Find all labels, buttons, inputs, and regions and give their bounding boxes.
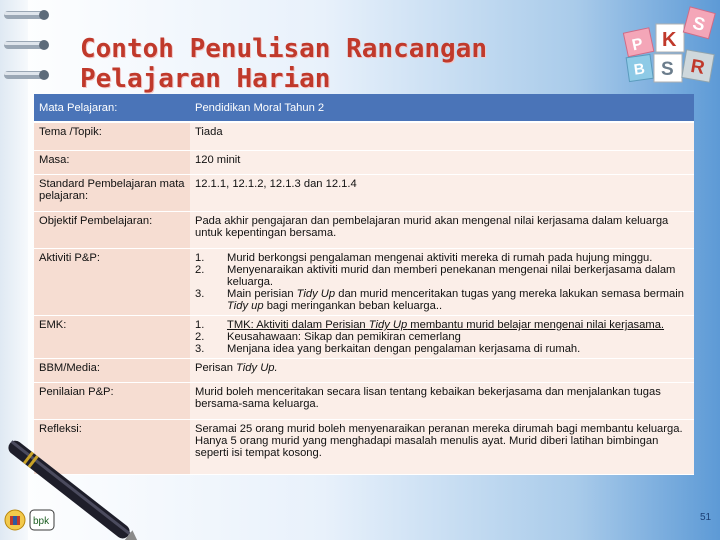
row-label-standard: Standard Pembelajaran mata pelajaran: bbox=[34, 175, 190, 212]
list-item bbox=[195, 264, 689, 288]
row-value-standard: 12.1.1, 12.1.2, 12.1.3 dan 12.1.4 bbox=[190, 175, 694, 212]
table-row bbox=[34, 383, 694, 420]
list-item bbox=[195, 319, 689, 331]
list-item bbox=[195, 331, 689, 343]
table-row bbox=[34, 212, 694, 249]
item-number: 3. bbox=[195, 288, 205, 300]
item-number: 1. bbox=[195, 252, 205, 264]
text-segment: Main perisian bbox=[227, 288, 297, 300]
item-text bbox=[227, 288, 689, 312]
list-item bbox=[195, 343, 689, 355]
row-value-penilaian: Murid boleh menceritakan secara lisan tentang kebaikan bekerjasama dan menjalankan tugas bersama-sama keluarga. bbox=[190, 383, 694, 420]
binder-ring-icon bbox=[4, 38, 50, 52]
page-number: 51 bbox=[700, 512, 712, 523]
list-item bbox=[195, 288, 689, 312]
item-text: Menyenaraikan aktiviti murid dan memberi penekanan mengenai nilai berkerjasama dalam keluarga. bbox=[227, 264, 676, 288]
text-segment: Perisan bbox=[195, 362, 237, 374]
item-number: 3. bbox=[195, 343, 205, 355]
header-value: Pendidikan Moral Tahun 2 bbox=[190, 94, 694, 122]
row-value-masa: 120 minit bbox=[190, 151, 694, 175]
text-segment: membantu murid belajar mengenai nilai kerjasama. bbox=[407, 319, 665, 331]
table-row bbox=[34, 122, 694, 151]
row-label-penilaian: Penilaian P&P: bbox=[34, 383, 190, 420]
bottom-logos bbox=[2, 500, 62, 534]
bpk-logo-text: bpk bbox=[33, 516, 50, 527]
item-text bbox=[227, 319, 689, 331]
header-label: Mata Pelajaran: bbox=[34, 94, 190, 122]
title-line-1: Contoh Penulisan Rancangan bbox=[80, 34, 487, 64]
italic-software-name: Tidy Up. bbox=[236, 362, 278, 374]
logo-letter-b: B bbox=[632, 60, 646, 79]
binder-ring-icon bbox=[4, 68, 50, 82]
italic-software-name: Tidy Up bbox=[296, 288, 336, 300]
row-label-bbm: BBM/Media: bbox=[34, 359, 190, 383]
text-segment: TMK: Aktiviti dalam Perisian bbox=[227, 319, 369, 331]
rph-table bbox=[34, 94, 694, 475]
pks-bsr-cube-logo bbox=[610, 4, 718, 94]
italic-software-name: Tidy Up bbox=[368, 319, 408, 331]
cube-b bbox=[626, 54, 653, 81]
logo-letter-s: S bbox=[661, 59, 674, 80]
row-value-tema: Tiada bbox=[190, 122, 694, 151]
logo-letter-s-top: S bbox=[690, 12, 708, 35]
row-value-emk bbox=[190, 316, 694, 359]
table-row bbox=[34, 151, 694, 175]
aktiviti-list bbox=[195, 252, 689, 312]
table-row bbox=[34, 249, 694, 316]
text-segment: dan murid menceritakan tugas yang mereka lakukan semasa bermain bbox=[335, 288, 684, 300]
cube-s-top bbox=[683, 7, 715, 39]
row-value-objektif: Pada akhir pengajaran dan pembelajaran murid akan mengenal nilai kerjasama dalam keluarga untuk kepentingan bersama. bbox=[190, 212, 694, 249]
logo-letter-k: K bbox=[662, 29, 677, 51]
row-label-masa: Masa: bbox=[34, 151, 190, 175]
table-row bbox=[34, 175, 694, 212]
item-text: Murid berkongsi pengalaman mengenai aktiviti mereka di rumah pada hujung minggu. bbox=[227, 252, 653, 264]
table-row bbox=[34, 316, 694, 359]
binder-ring-icon bbox=[4, 8, 50, 22]
emk-list bbox=[195, 319, 689, 355]
table-row bbox=[34, 359, 694, 383]
text-segment: bagi meringankan beban keluarga.. bbox=[263, 300, 443, 312]
row-value-bbm bbox=[190, 359, 694, 383]
list-item bbox=[195, 252, 689, 264]
row-value-refleksi: Seramai 25 orang murid boleh menyenaraikan peranan mereka dirumah bagi membantu keluarga. Hanya 5 orang murid yang menghadapi masalah menulis ayat. Murid diberi latihan bimbingan seperti isi tempat kosong. bbox=[190, 420, 694, 475]
row-label-emk: EMK: bbox=[34, 316, 190, 359]
table-header-row bbox=[34, 94, 694, 122]
cube-r bbox=[682, 50, 714, 82]
row-label-tema: Tema /Topik: bbox=[34, 122, 190, 151]
logo-letter-r: R bbox=[689, 55, 707, 79]
cube-s bbox=[654, 54, 682, 82]
item-text: Menjana idea yang berkaitan dengan pengalaman kerjasama di rumah. bbox=[227, 343, 581, 355]
item-number: 1. bbox=[195, 319, 205, 331]
row-label-objektif: Objektif Pembelajaran: bbox=[34, 212, 190, 249]
item-number: 2. bbox=[195, 264, 205, 276]
title-line-2: Pelajaran Harian bbox=[80, 64, 331, 94]
row-label-aktiviti: Aktiviti P&P: bbox=[34, 249, 190, 316]
cube-p bbox=[623, 28, 653, 57]
row-value-aktiviti bbox=[190, 249, 694, 316]
cube-k bbox=[656, 24, 684, 52]
bpk-logo-icon bbox=[30, 510, 54, 530]
italic-software-name: Tidy up bbox=[227, 300, 264, 312]
logo-letter-p: P bbox=[630, 35, 645, 55]
item-text: Keusahawaan: Sikap dan pemikiran cemerlang bbox=[227, 331, 461, 343]
row-label-refleksi: Refleksi: bbox=[34, 420, 190, 475]
page-title bbox=[80, 34, 487, 94]
item-number: 2. bbox=[195, 331, 205, 343]
malaysia-crest-icon bbox=[5, 510, 25, 530]
